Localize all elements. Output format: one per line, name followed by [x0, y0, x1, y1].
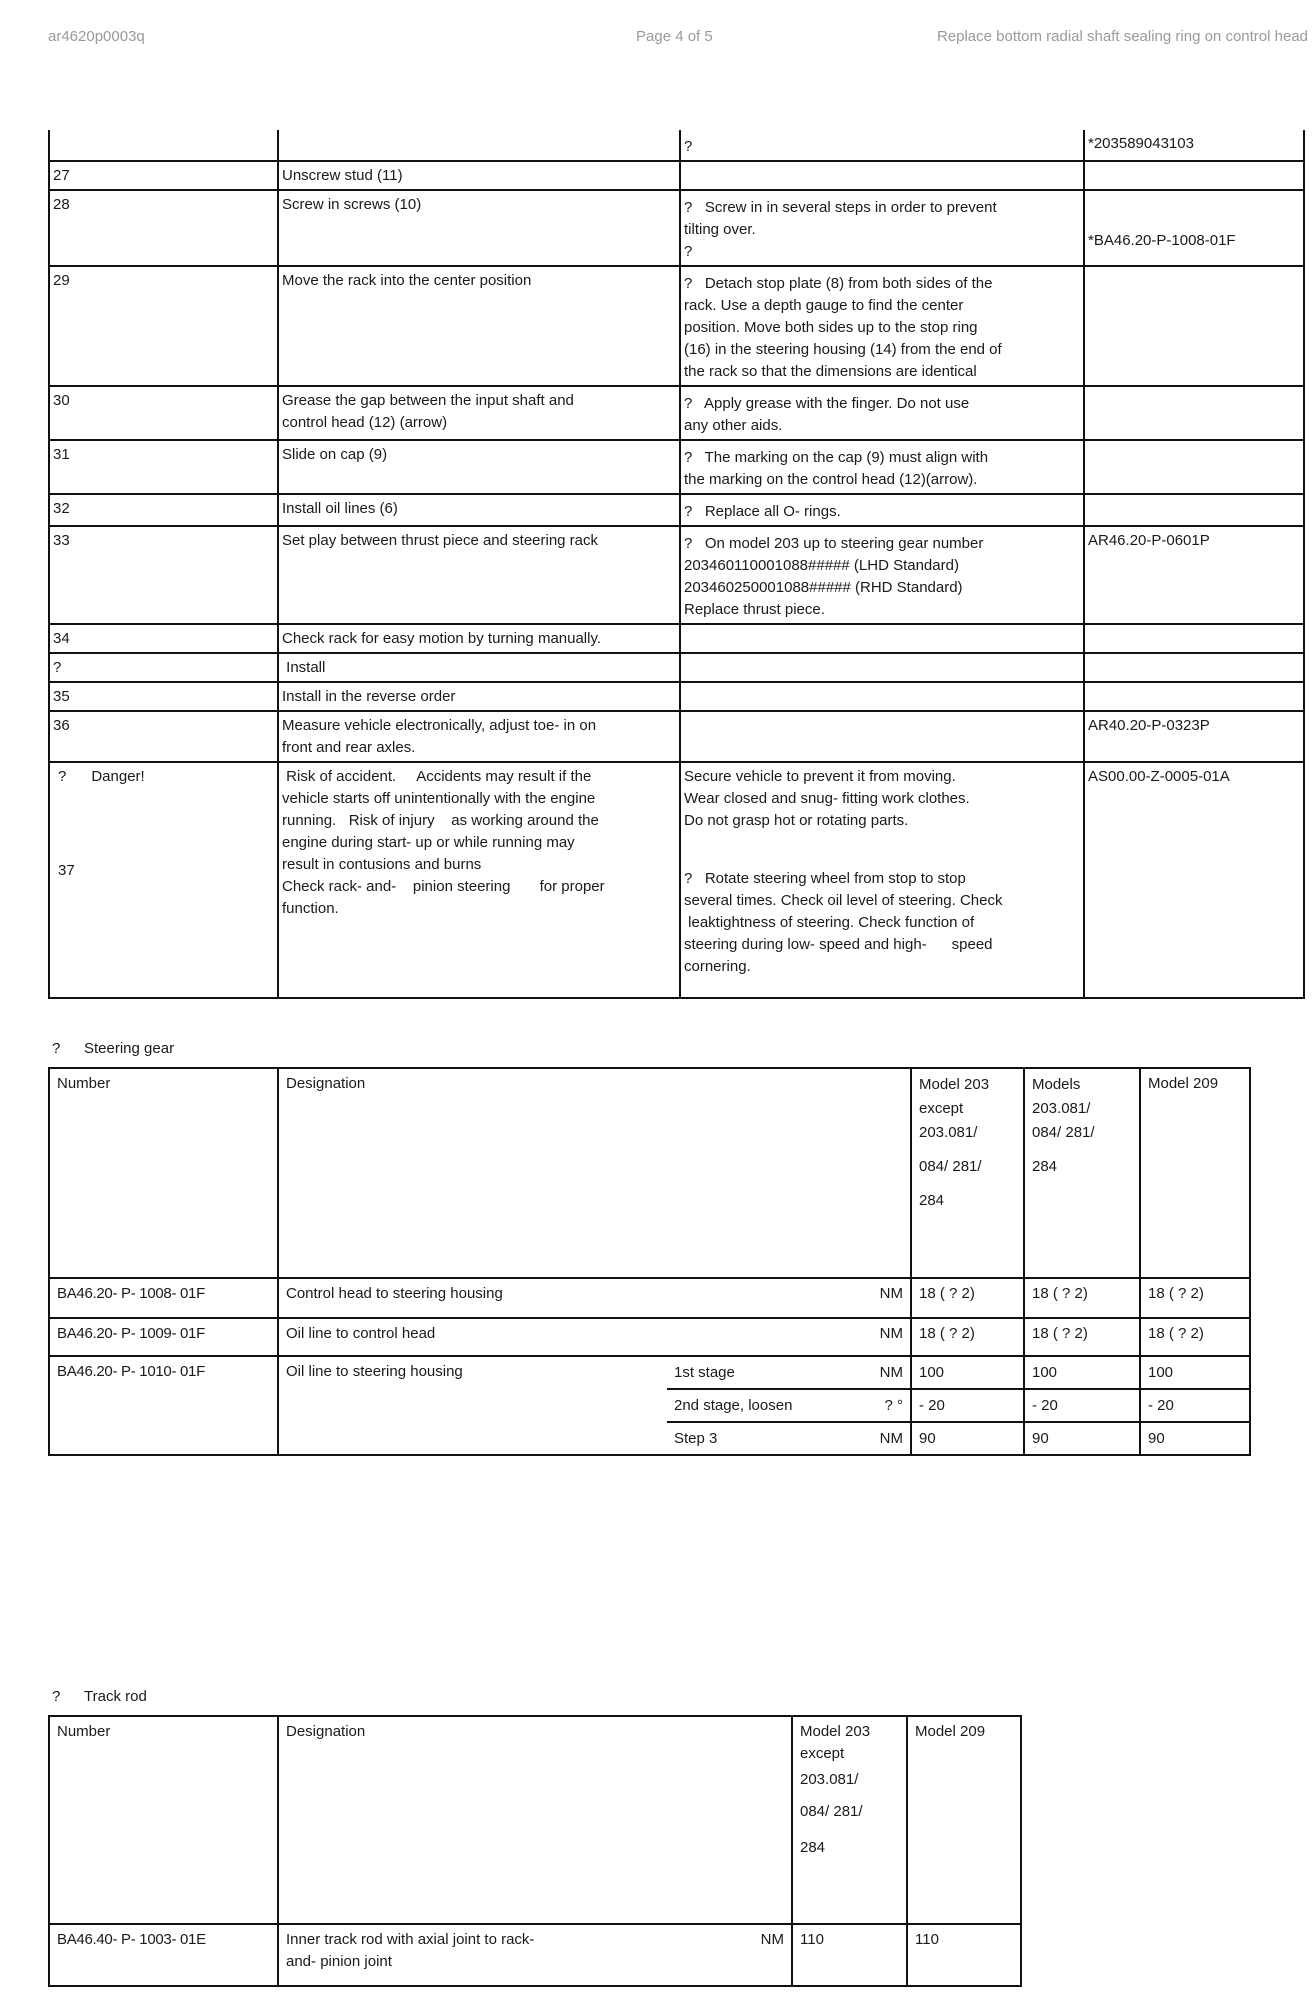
header-model-203-except: Model 203 except 203.081/ 084/ 281/ 284 — [911, 1068, 1024, 1278]
doc-id: ar4620p0003q — [48, 28, 145, 45]
step-notes: ? Apply grease with the finger. Do not use any other aids. — [680, 386, 1084, 440]
track-rod-table — [48, 1715, 1022, 1987]
step-number: 32 — [49, 494, 278, 526]
header-model-203-except: Model 203 except 203.081/ 084/ 281/ 284 — [792, 1716, 907, 1924]
step-number: 34 — [49, 624, 278, 653]
steering-gear-title: ? Steering gear — [52, 1040, 175, 1057]
danger-step-row — [49, 762, 1304, 998]
step-notes: ? On model 203 up to steering gear number 203460110001088##### (LHD Standard) 203460250001088##### (RHD Standard) Replace thrust piece. — [680, 526, 1084, 624]
danger-action: Risk of accident. Accidents may result if the vehicle starts off unintentionally with the engine running. Risk of injury as working around the engine during start- up or while running may result in contusions and burns Check rack- and- pinion steering for proper function. — [278, 762, 680, 998]
step-number: 33 — [49, 526, 278, 624]
step-action: Check rack for easy motion by turning manually. — [278, 624, 680, 653]
step-reference — [1084, 624, 1304, 653]
header-number: Number — [49, 1068, 278, 1278]
step-action — [278, 130, 680, 161]
step-number: 27 — [49, 161, 278, 190]
procedure-step-row — [49, 190, 1304, 266]
step-number: 35 — [49, 682, 278, 711]
procedure-step-row — [49, 266, 1304, 386]
step-reference — [1084, 653, 1304, 682]
step-notes — [680, 653, 1084, 682]
table-row: BA46.20- P- 1008- 01F Control head to steering housing NM 18 ( ? 2) 18 ( ? 2) 18 ( ? 2) — [49, 1278, 1250, 1318]
steering-gear-header-row — [49, 1068, 1250, 1278]
bullet-marker-icon: ? — [52, 1688, 61, 1705]
step-number: 31 — [49, 440, 278, 494]
step-action: Install in the reverse order — [278, 682, 680, 711]
step-reference — [1084, 440, 1304, 494]
step-reference: *BA46.20-P-1008-01F — [1084, 190, 1304, 266]
procedure-step-row — [49, 440, 1304, 494]
step-action: Unscrew stud (11) — [278, 161, 680, 190]
step-action: Install — [278, 653, 680, 682]
header-model-209: Model 209 — [1140, 1068, 1250, 1278]
doc-title: Replace bottom radial shaft sealing ring on control head — [936, 28, 1308, 45]
step-reference: AR46.20-P-0601P — [1084, 526, 1304, 624]
step-reference: AR40.20-P-0323P — [1084, 711, 1304, 762]
step-number: 30 — [49, 386, 278, 440]
step-reference: *203589043103 — [1084, 130, 1304, 161]
procedure-step-row — [49, 494, 1304, 526]
step-reference — [1084, 266, 1304, 386]
procedure-table — [48, 130, 1305, 999]
table-row: BA46.20- P- 1009- 01F Oil line to control head NM 18 ( ? 2) 18 ( ? 2) 18 ( ? 2) — [49, 1318, 1250, 1356]
step-action: Set play between thrust piece and steering rack — [278, 526, 680, 624]
danger-reference: AS00.00-Z-0005-01A — [1084, 762, 1304, 998]
page-number: Page 4 of 5 — [636, 28, 713, 45]
step-action: Install oil lines (6) — [278, 494, 680, 526]
step-notes: ? The marking on the cap (9) must align with the marking on the control head (12)(arrow). — [680, 440, 1084, 494]
step-action: Screw in screws (10) — [278, 190, 680, 266]
step-notes: ? Screw in in several steps in order to prevent tilting over. ? — [680, 190, 1084, 266]
step-action: Grease the gap between the input shaft and control head (12) (arrow) — [278, 386, 680, 440]
procedure-step-row — [49, 682, 1304, 711]
table-row: BA46.40- P- 1003- 01E NM Inner track rod with axial joint to rack- and- pinion joint 110 110 — [49, 1924, 1021, 1986]
danger-label: ? Danger! 37 — [49, 762, 278, 998]
procedure-step-row — [49, 161, 1304, 190]
header-models-203: Models 203.081/ 084/ 281/ 284 — [1024, 1068, 1140, 1278]
header-number: Number — [49, 1716, 278, 1924]
step-reference — [1084, 494, 1304, 526]
header-model-209: Model 209 — [907, 1716, 1021, 1924]
procedure-step-row — [49, 526, 1304, 624]
table-row: BA46.20- P- 1010- 01F Oil line to steering housing 1st stage NM 2nd stage, loosen ? ° Step 3 NM 100 - 20 90 100 - 20 90 100 - 20 90 — [49, 1356, 1250, 1455]
step-number — [49, 130, 278, 161]
step-number: ? — [49, 653, 278, 682]
step-number: 36 — [49, 711, 278, 762]
step-reference — [1084, 682, 1304, 711]
step-number: 28 — [49, 190, 278, 266]
step-notes — [680, 682, 1084, 711]
track-rod-header-row — [49, 1716, 1021, 1924]
step-action: Measure vehicle electronically, adjust toe- in on front and rear axles. — [278, 711, 680, 762]
step-notes — [680, 711, 1084, 762]
procedure-step-row — [49, 130, 1304, 161]
step-action: Move the rack into the center position — [278, 266, 680, 386]
procedure-step-row — [49, 711, 1304, 762]
step-reference — [1084, 161, 1304, 190]
step-notes: ? Replace all O- rings. — [680, 494, 1084, 526]
bullet-marker-icon: ? — [52, 1040, 61, 1057]
procedure-step-row — [49, 386, 1304, 440]
step-notes: ? — [680, 130, 1084, 161]
step-number: 29 — [49, 266, 278, 386]
step-notes — [680, 624, 1084, 653]
track-rod-title: ? Track rod — [52, 1688, 147, 1705]
step-notes: ? Detach stop plate (8) from both sides of the rack. Use a depth gauge to find the center position. Move both sides up to the stop ring (16) in the steering housing (14) from the end of the rack so that the dimensions are identical — [680, 266, 1084, 386]
header-designation: Designation — [278, 1716, 792, 1924]
procedure-step-row — [49, 653, 1304, 682]
header-designation: Designation — [278, 1068, 911, 1278]
step-notes — [680, 161, 1084, 190]
steering-gear-table — [48, 1067, 1251, 1456]
danger-notes: Secure vehicle to prevent it from moving. Wear closed and snug- fitting work clothes. Do not grasp hot or rotating parts. ? Rotate steering wheel from stop to stop several times. Check oil level of steering. Check leaktightness of steering. Check function of steering during low- speed and high- speed cornering. — [680, 762, 1084, 998]
step-reference — [1084, 386, 1304, 440]
procedure-step-row — [49, 624, 1304, 653]
step-action: Slide on cap (9) — [278, 440, 680, 494]
